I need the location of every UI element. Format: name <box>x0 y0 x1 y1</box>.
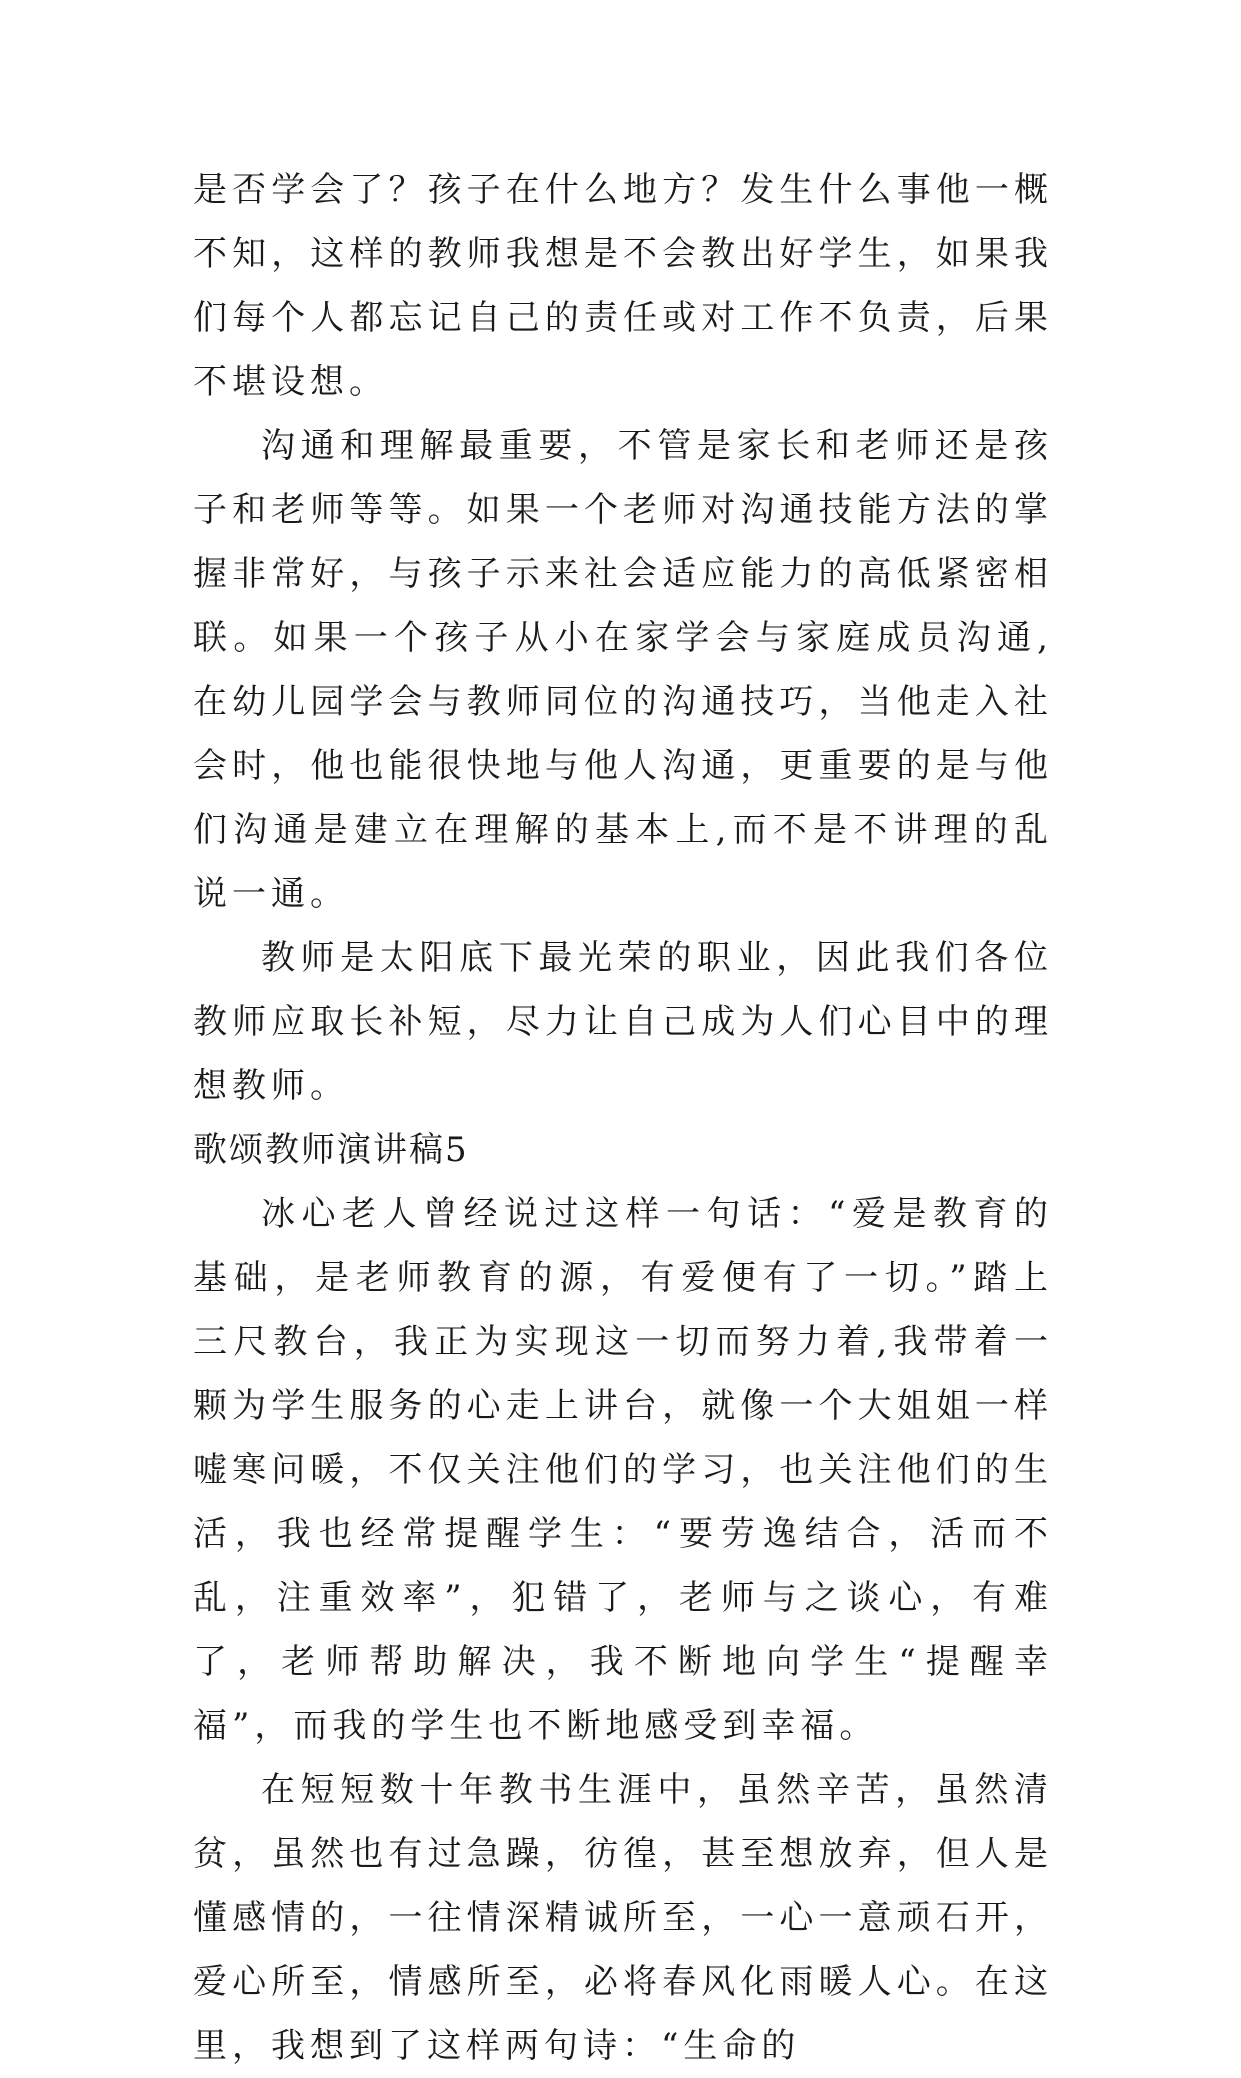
document-body <box>193 158 1053 2078</box>
paragraph-4: 冰心老人曾经说过这样一句话：“爱是教育的基础，是老师教育的源，有爱便有了一切。”踏上三尺教台，我正为实现这一切而努力着,我带着一颗为学生服务的心走上讲台，就像一个大姐姐一样嘘寒问暖，不仅关注他们的学习，也关注他们的生活，我也经常提醒学生：“要劳逸结合，活而不乱，注重效率”，犯错了，老师与之谈心，有难了，老师帮助解决，我不断地向学生“提醒幸福”，而我的学生也不断地感受到幸福。 <box>193 1194 1053 1746</box>
paragraph-5: 在短短数十年教书生涯中，虽然辛苦，虽然清贫，虽然也有过急躁，彷徨，甚至想放弃，但人是懂感情的，一往情深精诚所至，一心一意顽石开，爱心所至，情感所至，必将春风化雨暖人心。在这里，我想到了这样两句诗：“生命的 <box>193 1770 1053 2066</box>
section-heading: 歌颂教师演讲稿5 <box>193 1130 469 1170</box>
paragraph-1: 是否学会了？孩子在什么地方？发生什么事他一概不知，这样的教师我想是不会教出好学生，如果我们每个人都忘记自己的责任或对工作不负责，后果不堪设想。 <box>193 170 1053 402</box>
paragraph-3: 教师是太阳底下最光荣的职业，因此我们各位教师应取长补短，尽力让自己成为人们心目中的理想教师。 <box>193 938 1053 1106</box>
paragraph-2: 沟通和理解最重要，不管是家长和老师还是孩子和老师等等。如果一个老师对沟通技能方法的掌握非常好，与孩子示来社会适应能力的高低紧密相联。如果一个孩子从小在家学会与家庭成员沟通,在幼儿园学会与教师同位的沟通技巧，当他走入社会时，他也能很快地与他人沟通，更重要的是与他们沟通是建立在理解的基本上,而不是不讲理的乱说一通。 <box>193 426 1053 914</box>
